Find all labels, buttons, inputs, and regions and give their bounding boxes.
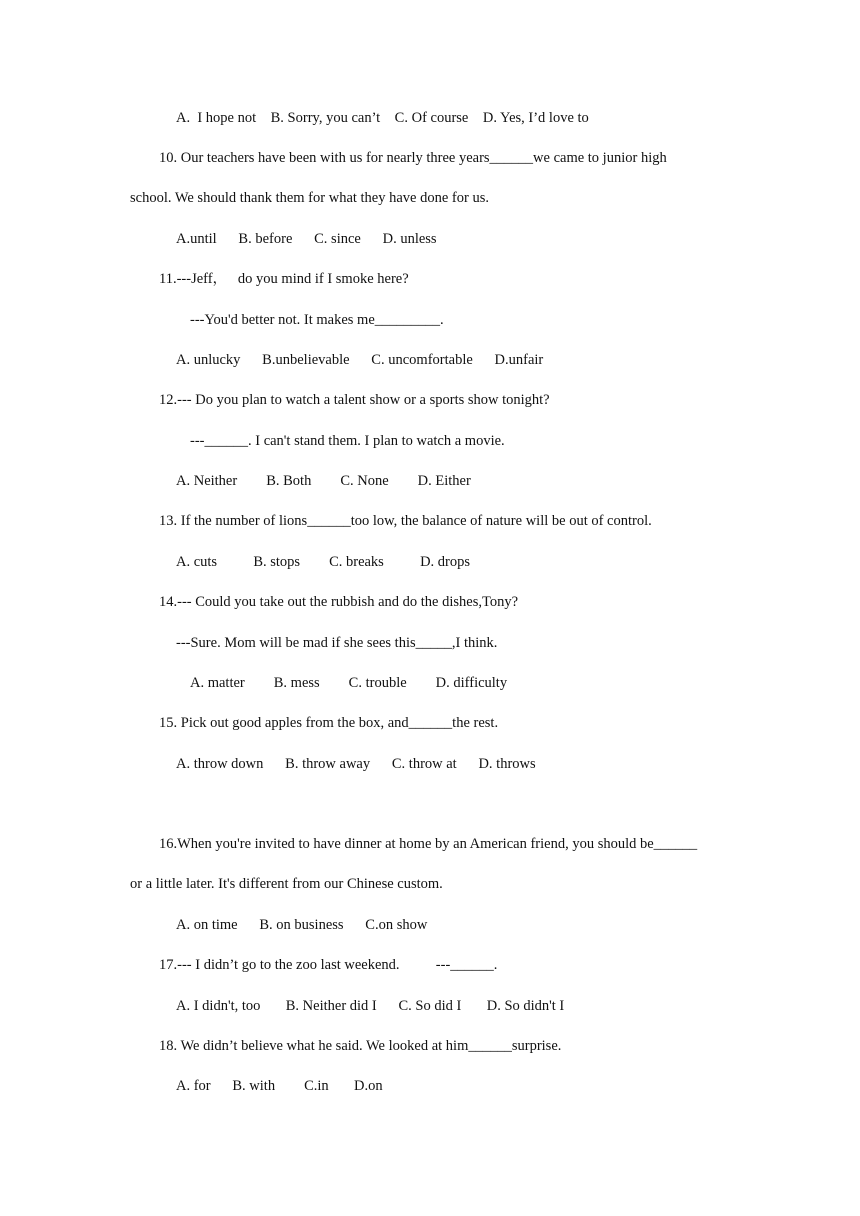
q15-options: A. throw down B. throw away C. throw at D. throws [176, 756, 536, 772]
q9-options: A. I hope not B. Sorry, you can’t C. Of course D. Yes, I’d love to [176, 110, 589, 126]
q18-options: A. for B. with C.in D.on [176, 1078, 383, 1094]
q14-options: A. matter B. mess C. trouble D. difficulty [190, 675, 508, 691]
q16-options: A. on time B. on business C.on show [176, 917, 428, 933]
q11-dialogue: ---You'd better not. It makes me_________. [190, 312, 444, 328]
q11-options: A. unlucky B.unbelievable C. uncomfortable D.unfair [176, 352, 544, 368]
q13-stem: 13. If the number of lions______too low, the balance of nature will be out of control. [159, 513, 652, 529]
q17-options: A. I didn't, too B. Neither did I C. So did I D. So didn't I [176, 998, 565, 1014]
q10-stem-line2: school. We should thank them for what they have done for us. [130, 190, 489, 206]
q12-dialogue: ---______. I can't stand them. I plan to watch a movie. [190, 433, 505, 449]
q16-stem-line1: 16.When you're invited to have dinner at home by an American friend, you should be______ [159, 836, 698, 852]
q12-options: A. Neither B. Both C. None D. Either [176, 473, 471, 489]
q10-options: A.until B. before C. since D. unless [176, 231, 437, 247]
q12-stem: 12.--- Do you plan to watch a talent show or a sports show tonight? [159, 392, 550, 408]
q15-stem: 15. Pick out good apples from the box, and______the rest. [159, 715, 499, 731]
q10-stem-line1: 10. Our teachers have been with us for nearly three years______we came to junior high [159, 150, 667, 166]
q16-stem-line2: or a little later. It's different from our Chinese custom. [130, 876, 443, 892]
q14-dialogue: ---Sure. Mom will be mad if she sees this_____,I think. [176, 635, 498, 651]
q13-options: A. cuts B. stops C. breaks D. drops [176, 554, 471, 570]
q11-stem: 11.---Jeff， do you mind if I smoke here? [159, 271, 409, 287]
q18-stem: 18. We didn’t believe what he said. We looked at him______surprise. [159, 1038, 562, 1054]
q14-stem: 14.--- Could you take out the rubbish and do the dishes,Tony? [159, 594, 519, 610]
q17-stem: 17.--- I didn’t go to the zoo last weekend. ---______. [159, 957, 498, 973]
